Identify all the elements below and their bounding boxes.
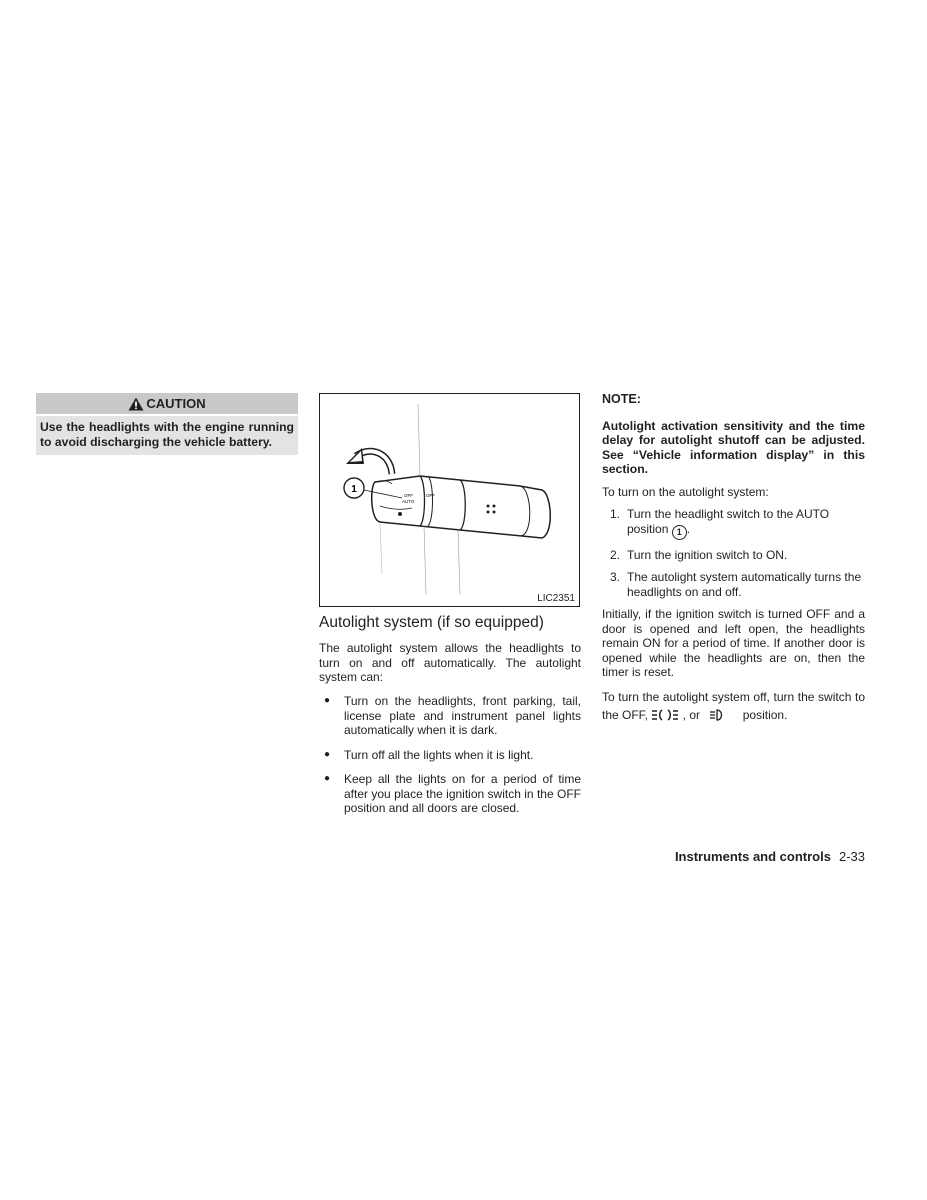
caution-header (36, 393, 298, 414)
note-body: Autolight activation sensitivity and the time delay for autolight shutoff can be adjusted. See “Vehicle information display” in this section. (602, 418, 865, 476)
page-number: 2-33 (838, 849, 865, 864)
switch-label-off: OFF (404, 493, 413, 498)
step-text: Turn the headlight switch to the AUTO position (627, 507, 830, 536)
step-item (602, 507, 865, 540)
turn-off-paragraph (602, 688, 865, 724)
list-item: ● Turn on the headlights, front parking, tail, license plate and instrument panel lights automatically when it is dark. (319, 694, 581, 738)
step-number: 1. (610, 507, 621, 521)
headlight-switch-illustration (320, 394, 579, 606)
caution-box (36, 393, 298, 455)
figure-code: LIC2351 (537, 593, 575, 604)
headlight-switch-figure (319, 393, 580, 607)
note-column (602, 392, 865, 732)
turn-off-text-b: , or (682, 707, 701, 722)
step-number: 2. (610, 547, 621, 562)
page-footer (629, 849, 865, 864)
initially-paragraph: Initially, if the ignition switch is turned OFF and a door is opened and left open, the headlights remain ON for a period of time. If another door is opened while the headlights are on, then the timer is reset. (602, 607, 865, 679)
section-title: Autolight system (if so equipped) (319, 614, 544, 631)
list-item: ● Turn off all the lights when it is light. (319, 748, 581, 763)
switch-label-off-2: OFF (426, 493, 435, 498)
step-text: Turn the ignition switch to ON. (627, 547, 788, 562)
note-label: NOTE: (602, 392, 641, 406)
footer-section-name: Instruments and controls (674, 849, 831, 864)
caution-title: CAUTION (146, 396, 206, 411)
step-text: The autolight system automatically turns the headlights on and off. (627, 570, 862, 599)
caution-text: Use the headlights with the engine running to avoid discharging the vehicle battery. (36, 416, 298, 455)
step-item (602, 548, 865, 563)
section-intro: The autolight system allows the headlights to turn on and off automatically. The autolight system can: (319, 641, 581, 684)
headlight-icon (709, 708, 725, 722)
parking-light-icon (651, 708, 679, 722)
step-tail: . (686, 521, 691, 536)
step-item (602, 570, 865, 599)
step-number: 3. (610, 570, 621, 584)
switch-label-auto: AUTO (402, 499, 415, 504)
turn-off-text-a: To turn the autolight system off, turn the switch to the OFF, (602, 689, 865, 722)
feature-list (319, 694, 581, 826)
turn-on-intro: To turn on the autolight system: (602, 484, 769, 499)
warning-triangle-icon (128, 397, 144, 411)
list-item: ● Keep all the lights on for a period of time after you place the ignition switch in the OFF position and all doors are closed. (319, 772, 581, 816)
turn-off-text-c: position. (742, 707, 788, 722)
callout-number: 1 (351, 484, 357, 495)
reference-callout: 1 (672, 525, 687, 540)
